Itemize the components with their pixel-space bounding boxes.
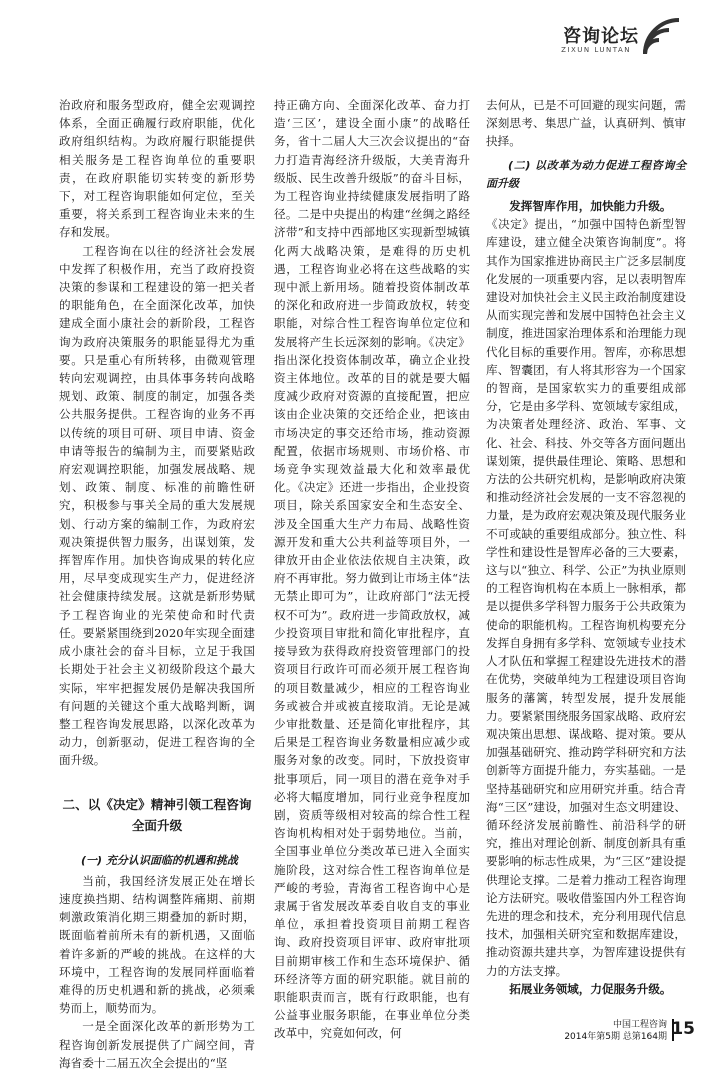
article-column-3 (486, 96, 686, 998)
bold-lead-text: 发挥智库作用，加快能力升级。 (509, 199, 672, 214)
article-column-1 (59, 96, 255, 1072)
magazine-section-logo (541, 14, 691, 60)
magazine-name: 中国工程咨询 (612, 1020, 667, 1030)
logo-text: 咨询论坛 (563, 26, 639, 47)
paragraph: 工程咨询在以往的经济社会发展中发挥了积极作用，充当了政府投资决策的参谋和工程建设的第一把关者的职能角色，在全面深化改革，加快建成全面小康社会的新阶段，工程咨询为政府决策服务的职能显得尤为重要。只是重心有所转移，由微观管理转向宏观调控，由具体事务转向战略规划、政策、制度的制定，加强各类公共服务提供。工程咨询的业务不再以传统的项目可研、项目申请、资金申请等报告的编制为主，而要紧贴政府宏观调控职能，加强发展战略、规划、政策、制度、标准的前瞻性研究，积极参与事关全局的重大发展规划、行动方案的编制工作，为政府宏观决策提供智力服务，出谋划策，发挥智库作用。加快咨询成果的转化应用，尽早变成现实生产力，促进经济社会健康持续发展。这就是新形势赋予工程咨询业的光荣使命和时代责任。要紧紧围绕到2020年实现全面建成小康社会的奋斗目标，立足于我国长期处于社会主义初级阶段这个最大实际，牢牢把握发展仍是解决我国所有问题的关键这个重大战略判断，调整工程咨询发展思路，以深化改革为动力，创新驱动，促进工程咨询的全面升级。 (59, 243, 255, 768)
article-column-2 (274, 96, 470, 1043)
signal-arcs-icon (641, 14, 691, 60)
page-number: 15 (671, 1019, 695, 1039)
paragraph-lead (486, 197, 686, 215)
issue-info: 2014年第5期 总第164期 (564, 1032, 667, 1042)
bold-lead-text: 拓展业务领域，力促服务升级。 (509, 981, 672, 996)
section-heading: 二、以《决定》精神引领工程咨询全面升级 (62, 796, 252, 833)
paragraph: 当前，我国经济发展正处在增长速度换挡期、结构调整阵痛期、前期刺激政策消化期三期叠加的新时期，既面临着前所未有的新机遇，又面临着许多新的严峻的挑战。在这样的大环境中，工程咨询的发展同样面临着难得的历史机遇和新的挑战，必须乘势而上，顺势而为。 (59, 873, 255, 1016)
subsection-heading: (一) 充分认识面临的机遇和挑战 (81, 853, 238, 867)
paragraph: 《决定》提出，“加强中国特色新型智库建设，建立健全决策咨询制度”。将其作为国家推进协商民主广泛多层制度化发展的一项重要内容，足以表明智库建设对加快社会主义民主政治制度建设从而实现完善和发展中国特色社会主义制度，推进国家治理体系和治理能力现代化目标的重要作用。智库，亦称思想库、智囊团，有人将其形容为一个国家的智商，是国家软实力的重要组成部分，它是由多学科、宽领域专家组成，为决策者处理经济、政治、军事、文化、社会、科技、外交等各方面问题出谋划策，提供最佳理论、策略、思想和方法的公共研究机构，是影响政府决策和推动经济社会发展的一支不容忽视的力量，是为政府宏观决策及现代服务业不可或缺的重要组成部分。独立性、科学性和建设性是智库必备的三大要素，这与以“独立、科学、公正”为执业原则的工程咨询机构在本质上一脉相承，都是以提供多学科智力服务于公共政策为使命的职能机构。工程咨询机构要充分发挥自身拥有多学科、宽领域专业技术人才队伍和掌握工程建设先进技术的潜在优势，突破单纯为工程建设项目咨询服务的藩篱，转型发展，提升发展能力。要紧紧围绕服务国家战略、政府宏观决策出思想、谋战略、提对策。要从加强基础研究、推动跨学科研究和方法创新等方面提升能力，夯实基础。一是坚持基础研究和应用研究并重。结合青海“三区”建设，加强对生态文明建设、循环经济发展前瞻性、前沿科学的研究，推出对理论创新、制度创新具有重要影响的标志性成果，为“三区”建设提供理论支撑。二是着力推动工程咨询理论方法研究。吸收借鉴国内外工程咨询先进的理念和技术，充分利用现代信息技术，加强相关研究室和数据库建设，推动资源共建共享，为智库建设提供有力的方法支撑。 (486, 217, 686, 978)
paragraph: 治政府和服务型政府，健全宏观调控体系，全面正确履行政府职能，优化政府组织结构。为政府履行职能提供相关服务是工程咨询单位的重要职责，在政府职能切实转变的新形势下，对工程咨询职能如何定位，至关重要，将关系到工程咨询业未来的生存和发展。 (59, 98, 255, 240)
logo-pinyin: ZIXUN LUNTAN (561, 46, 631, 54)
paragraph: 持正确方向、全面深化改革、奋力打造‘三区’，建设全面小康”的战略任务，省十二届人大三次会议提出的“奋力打造青海经济升级版，大美青海升级版、民生改善升级版”的奋斗目标，为工程咨询业持续健康发展指明了路径。二是中央提出的构建“丝绸之路经济带”和支持中西部地区实现新型城镇化两大战略决策，是难得的历史机遇，工程咨询业必将在这些战略的实现中派上新用场。随着投资体制改革的深化和政府进一步简政放权，转变职能，对综合性工程咨询单位定位和发展将产生长远深刻的影响。《决定》指出深化投资体制改革，确立企业投资主体地位。改革的目的就是要大幅度减少政府对资源的直接配置，把应该由企业决策的交还给企业，把该由市场决定的事交还给市场，推动资源配置，依据市场规则、市场价格、市场竞争实现效益最大化和效率最优化。《决定》还进一步指出，企业投资项目，除关系国家安全和生态安全、涉及全国重大生产力布局、战略性资源开发和重大公共利益等项目外，一律放开由企业依法依规自主决策，政府不再审批。努力做到让市场主体“法无禁止即可为”，让政府部门“法无授权不可为”。政府进一步简政放权，减少投资项目审批和简化审批程序，直接导致为获得政府投资管理部门的投资项目行政许可而必须开展工程咨询的项目数量减少，相应的工程咨询业务或被合并或被直接取消。无论是减少审批数量、还是简化审批程序，其后果是工程咨询业务数量相应减少或服务对象的改变。同时，下放投资审批事项后，同一项目的潜在竞争对手必将大幅度增加，同行业竞争程度加剧，资质等级相对较高的综合性工程咨询机构相对处于弱势地位。当前，全国事业单位分类改革已进入全面实施阶段，这对综合性工程咨询单位是严峻的考验，青海省工程咨询中心是隶属于省发展改革委自收自支的事业单位，承担着投资项目前期工程咨询、政府投资项目评审、政府审批项目前期审核工作和生态环境保护、循环经济等方面的研究职能。就目前的职能职责而言，既有行政职能，也有公益事业服务职能，在事业单位分类改革中，究竟如何改，何 (274, 98, 470, 1041)
page-footer (564, 1019, 667, 1043)
paragraph: 去何从，已是不可回避的现实问题，需深刻思考、集思广益，认真研判、慎审抉择。 (486, 98, 686, 149)
paragraph-lead (486, 980, 686, 998)
paragraph: 一是全面深化改革的新形势为工程咨询创新发展提供了广阔空间，青海省委十二届五次全会提出的“坚 (59, 1019, 255, 1070)
subsection-heading: (二) 以改革为动力促进工程咨询全面升级 (486, 158, 686, 190)
